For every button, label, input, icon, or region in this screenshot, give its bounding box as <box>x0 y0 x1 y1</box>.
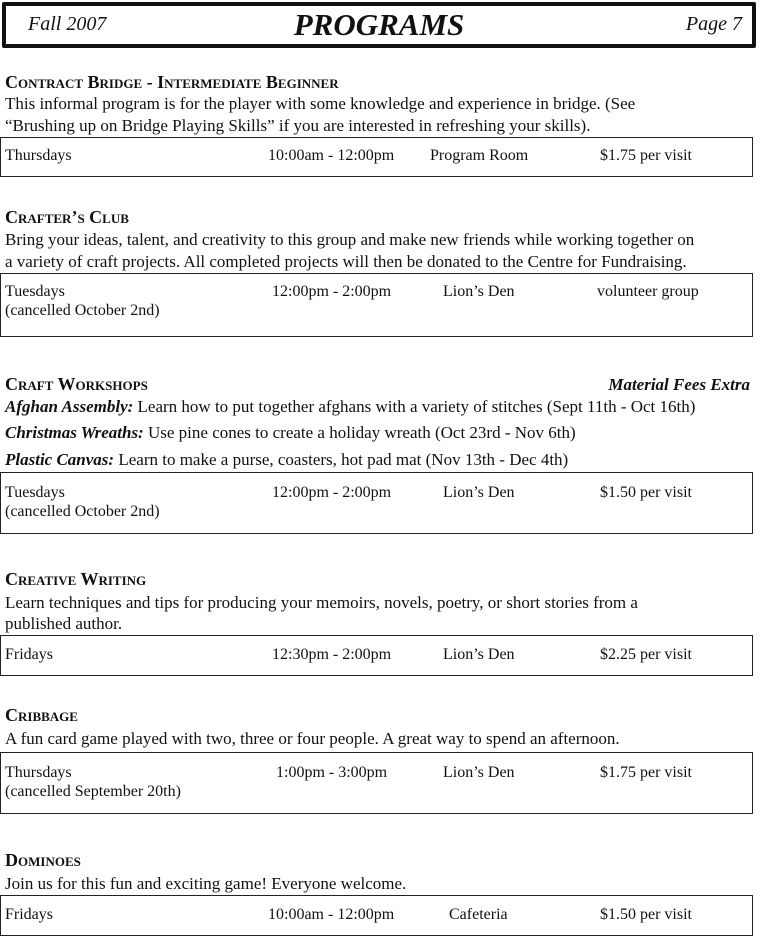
schedule-fee: $1.50 per visit <box>600 484 692 501</box>
schedule-location: Lion’s Den <box>443 646 515 663</box>
schedule-note: (cancelled October 2nd) <box>5 302 160 319</box>
workshop-item <box>5 450 568 470</box>
schedule-location: Lion’s Den <box>443 484 515 501</box>
material-fees-note: Material Fees Extra <box>608 375 750 394</box>
schedule-fee: $1.75 per visit <box>600 147 692 164</box>
description-line: Join us for this fun and exciting game! Everyone welcome. <box>5 874 407 893</box>
program-title: Contract Bridge - Intermediate Beginner <box>5 72 339 92</box>
page-title: PROGRAMS <box>293 7 465 42</box>
schedule-time: 10:00am - 12:00pm <box>268 147 395 164</box>
schedule-time: 1:00pm - 3:00pm <box>276 764 388 781</box>
schedule-day: Fridays <box>5 906 53 923</box>
description-line: A fun card game played with two, three or four people. A great way to spend an afternoon. <box>5 729 620 748</box>
schedule-day: Thursdays <box>5 764 72 781</box>
schedule-box <box>0 895 753 936</box>
schedule-location: Program Room <box>430 147 529 164</box>
workshop-text: Learn how to put together afghans with a variety of stitches (Sept 11th - Oct 16th) <box>133 397 696 416</box>
description-line: Bring your ideas, talent, and creativity to this group and make new friends while working together on <box>5 230 695 249</box>
description-line: published author. <box>5 614 123 633</box>
schedule-time: 12:00pm - 2:00pm <box>272 283 392 300</box>
schedule-time: 12:00pm - 2:00pm <box>272 484 392 501</box>
program-title: Cribbage <box>5 705 78 725</box>
schedule-fee: $2.25 per visit <box>600 646 692 663</box>
schedule-day: Thursdays <box>5 147 72 164</box>
program-title: Craft Workshops <box>5 374 148 394</box>
schedule-day: Fridays <box>5 646 53 663</box>
schedule-note: (cancelled September 20th) <box>5 783 181 800</box>
season-label: Fall 2007 <box>28 13 107 35</box>
description-line: a variety of craft projects. All completed projects will then be donated to the Centre for Fundraising. <box>5 252 687 271</box>
program-title: Dominoes <box>5 850 81 870</box>
schedule-location: Cafeteria <box>449 906 508 923</box>
workshop-name: Afghan Assembly: <box>5 397 134 416</box>
schedule-time: 10:00am - 12:00pm <box>268 906 395 923</box>
workshop-item <box>5 397 695 417</box>
schedule-box <box>0 472 753 534</box>
schedule-day: Tuesdays <box>5 283 65 300</box>
workshop-item <box>5 423 576 443</box>
program-title: Crafter’s Club <box>5 207 129 227</box>
schedule-fee: volunteer group <box>597 283 699 300</box>
schedule-box <box>0 273 753 337</box>
schedule-box <box>0 635 753 676</box>
schedule-fee: $1.50 per visit <box>600 906 692 923</box>
schedule-fee: $1.75 per visit <box>600 764 692 781</box>
schedule-location: Lion’s Den <box>443 764 515 781</box>
workshop-text: Use pine cones to create a holiday wreath (Oct 23rd - Nov 6th) <box>143 423 576 442</box>
page-number: Page 7 <box>685 13 742 35</box>
workshop-name: Christmas Wreaths: <box>5 423 144 442</box>
description-line: “Brushing up on Bridge Playing Skills” if you are interested in refreshing your skills). <box>5 116 591 135</box>
schedule-box <box>0 137 753 177</box>
program-title: Creative Writing <box>5 569 147 589</box>
page-header <box>2 2 756 48</box>
schedule-box <box>0 752 753 814</box>
schedule-location: Lion’s Den <box>443 283 515 300</box>
schedule-time: 12:30pm - 2:00pm <box>272 646 392 663</box>
schedule-note: (cancelled October 2nd) <box>5 503 160 520</box>
description-line: Learn techniques and tips for producing your memoirs, novels, poetry, or short stories from a <box>5 593 638 612</box>
description-line: This informal program is for the player with some knowledge and experience in bridge. (See <box>5 94 636 113</box>
schedule-day: Tuesdays <box>5 484 65 501</box>
workshop-name: Plastic Canvas: <box>5 450 115 469</box>
workshop-text: Learn to make a purse, coasters, hot pad mat (Nov 13th - Dec 4th) <box>114 450 569 469</box>
